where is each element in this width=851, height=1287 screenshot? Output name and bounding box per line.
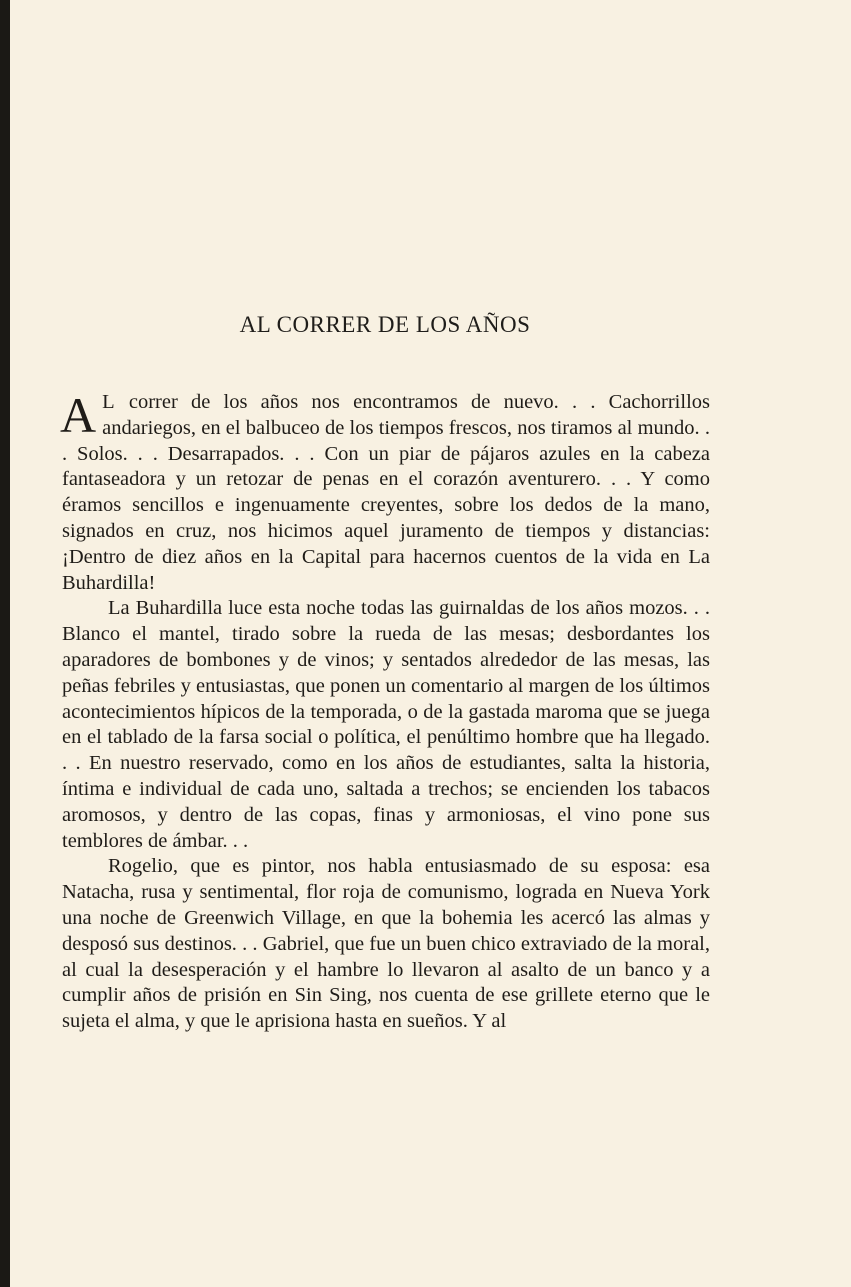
paragraph-2: La Buhardilla luce esta noche todas las guirnaldas de los años mozos. . . Blanco el mantel, tirado sobre la rueda de las mesas; desbordantes los aparadores de bombones y de vinos; y sentados alrededor de las mesas, las peñas febriles y entusiastas, que ponen un comentario al margen de los últimos acontecimientos hípicos de la temporada, o de la gastada maroma que se juega en el tablado de la farsa social o política, el penúltimo hombre que ha llegado. . . En nuestro reservado, como en los años de estudiantes, salta la historia, íntima e individual de cada uno, saltada a trechos; se encienden los tabacos aromosos, y dentro de las copas, finas y armoniosas, el vino pone sus temblores de ámbar. . . [62, 597, 710, 852]
page-binding-edge [0, 0, 10, 1287]
drop-cap: A [60, 387, 97, 443]
paragraph-1-text: correr de los años nos encontramos de nuevo. . . Cachorrillos andariegos, en el balbuceo de los tiempos frescos, nos tiramos al mundo. . . Solos. . . Desarrapados. . . Con un piar de pájaros azules en la cabeza fantaseadora y un retozar de penas en el corazón aventurero. . . Y como éramos sencillos e ingenuamente creyentes, sobre los dedos de la mano, signados en cruz, nos hicimos aquel juramento de tiempos y distancias: ¡Dentro de diez años en la Capital para hacernos cuentos de la vida en La Buhardilla! [62, 391, 710, 594]
chapter-title: AL CORRER DE LOS AÑOS [239, 312, 531, 337]
paragraph-1 [60, 387, 710, 596]
first-word-rest: L [102, 391, 116, 413]
paragraph-3: Rogelio, que es pintor, nos habla entusiasmado de su esposa: esa Natacha, rusa y sentimental, flor roja de comunismo, lograda en Nueva York una noche de Greenwich Village, en que la bohemia les acercó las almas y desposó sus destinos. . . Gabriel, que fue un buen chico extraviado de la moral, al cual la desesperación y el hambre lo llevaron al asalto de un banco y a cumplir años de prisión en Sin Sing, nos cuenta de ese grillete eterno que le sujeta el alma, y que le aprisiona hasta en sueños. Y al [62, 855, 710, 1033]
chapter-body [60, 387, 710, 1035]
